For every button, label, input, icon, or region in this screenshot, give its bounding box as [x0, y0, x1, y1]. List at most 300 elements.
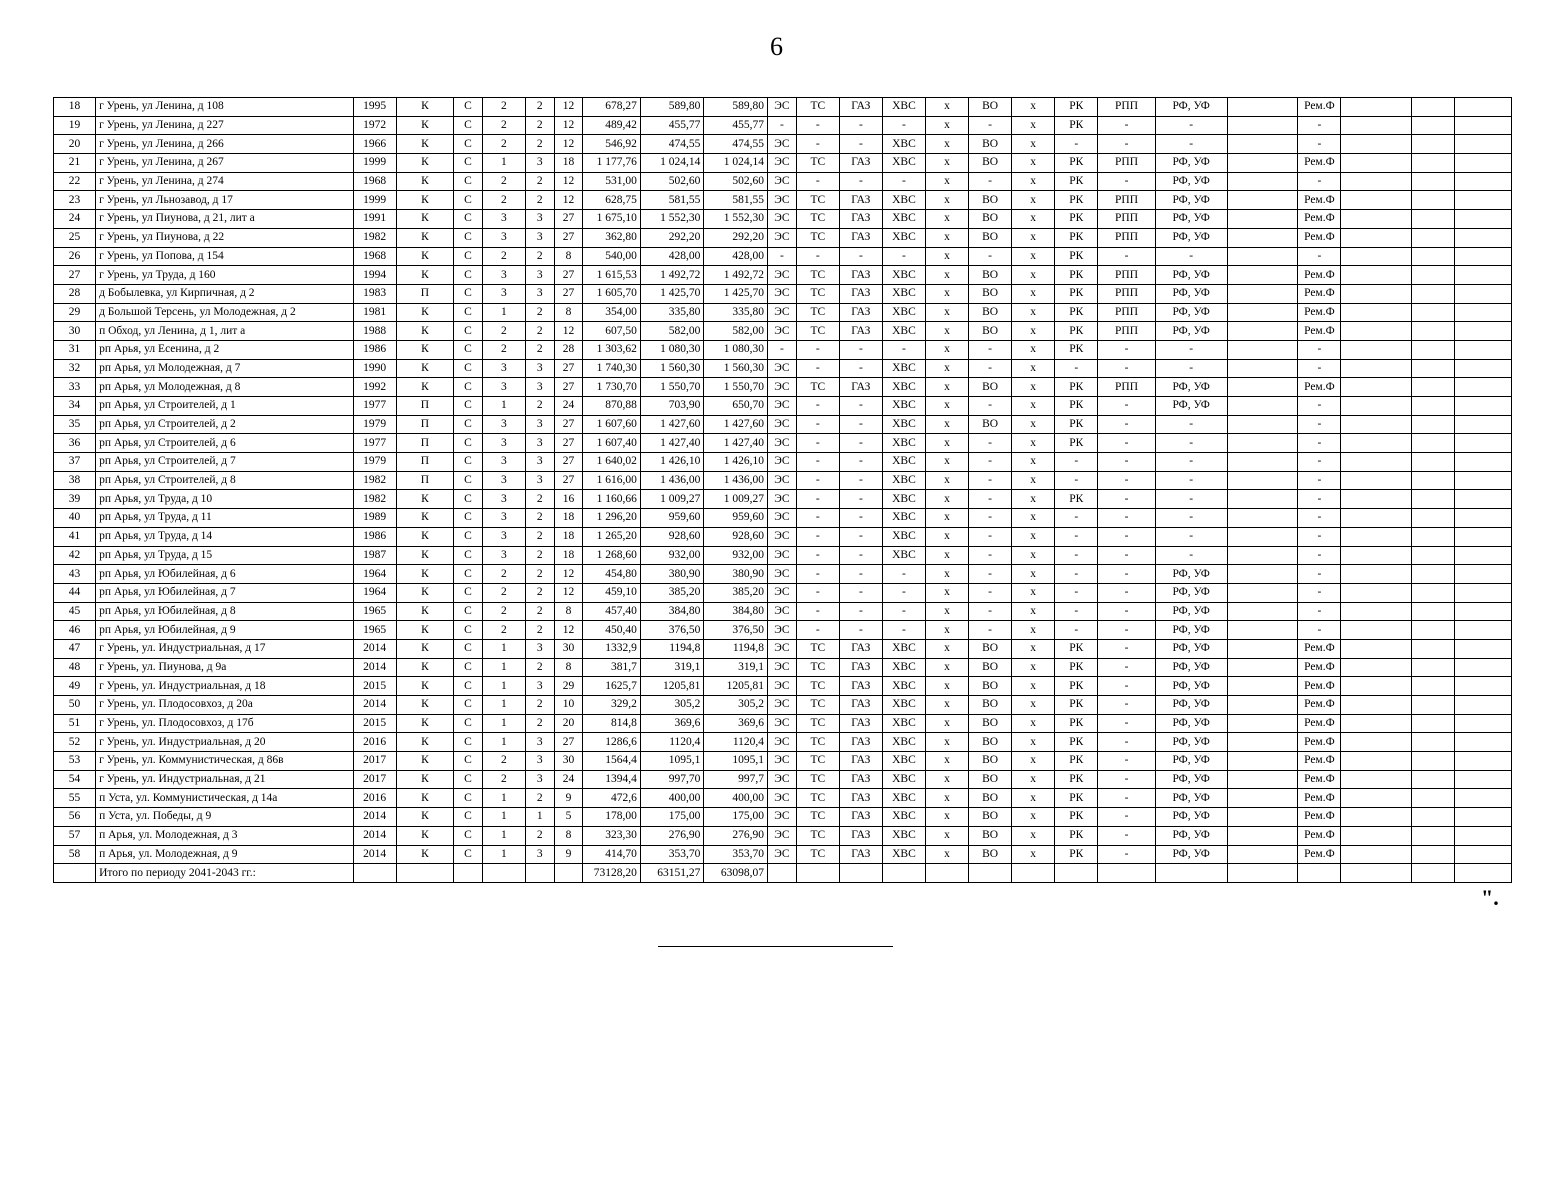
address: п Арья, ул. Молодежная, д 9 — [96, 845, 354, 864]
hot-water: х — [925, 527, 968, 546]
drainage: ВО — [969, 639, 1012, 658]
hot-water: х — [925, 752, 968, 771]
cell-extra — [1412, 359, 1455, 378]
facade-repair: - — [1155, 434, 1227, 453]
table-row — [54, 303, 1512, 322]
residential-area: 502,60 — [704, 172, 768, 191]
ventilation: х — [1012, 98, 1055, 117]
wall-material: К — [396, 340, 453, 359]
repair-fund: - — [1298, 172, 1341, 191]
cold-water: ХВС — [882, 789, 925, 808]
cold-water: ХВС — [882, 714, 925, 733]
cell-extra — [1412, 808, 1455, 827]
total-cell — [482, 864, 525, 883]
hot-water: х — [925, 266, 968, 285]
row-number: 31 — [54, 340, 96, 359]
table-row — [54, 789, 1512, 808]
drainage: ВО — [969, 98, 1012, 117]
heating: ТС — [796, 808, 839, 827]
electricity: - — [768, 247, 797, 266]
cold-water: - — [882, 602, 925, 621]
floors: 3 — [525, 359, 554, 378]
living-area: 1095,1 — [640, 752, 704, 771]
total-cell — [969, 864, 1012, 883]
year-built: 2016 — [353, 733, 396, 752]
total-area: 454,80 — [583, 565, 640, 584]
floors: 2 — [525, 527, 554, 546]
gas: ГАЗ — [839, 658, 882, 677]
total-cell — [1341, 864, 1412, 883]
cell-extra — [1227, 322, 1298, 341]
drainage: ВО — [969, 266, 1012, 285]
basement-repair: - — [1098, 397, 1155, 416]
roof-repair: - — [1055, 471, 1098, 490]
cell-extra — [1455, 172, 1512, 191]
cold-water: ХВС — [882, 284, 925, 303]
table-row — [54, 247, 1512, 266]
total-cell — [925, 864, 968, 883]
cell-extra — [1227, 789, 1298, 808]
cell-extra — [1227, 826, 1298, 845]
cell-type: С — [454, 621, 483, 640]
table-row — [54, 415, 1512, 434]
total-area: 1 675,10 — [583, 210, 640, 229]
table-row — [54, 359, 1512, 378]
heating: - — [796, 621, 839, 640]
cell-extra — [1227, 228, 1298, 247]
table-row — [54, 490, 1512, 509]
address: г Урень, ул Труда, д 160 — [96, 266, 354, 285]
ventilation: х — [1012, 826, 1055, 845]
hot-water: х — [925, 789, 968, 808]
floors-cell: 2 — [482, 621, 525, 640]
heating: - — [796, 359, 839, 378]
ventilation: х — [1012, 303, 1055, 322]
gas: - — [839, 602, 882, 621]
apartments: 28 — [554, 340, 583, 359]
cell-extra — [1455, 770, 1512, 789]
cell-extra — [1341, 770, 1412, 789]
hot-water: х — [925, 658, 968, 677]
drainage: ВО — [969, 154, 1012, 173]
cell-extra — [1455, 284, 1512, 303]
electricity: ЭС — [768, 490, 797, 509]
floors-cell: 1 — [482, 714, 525, 733]
table-row — [54, 752, 1512, 771]
table-row — [54, 546, 1512, 565]
hot-water: х — [925, 677, 968, 696]
row-number: 24 — [54, 210, 96, 229]
cell-extra — [1341, 583, 1412, 602]
table-row — [54, 378, 1512, 397]
heating: - — [796, 434, 839, 453]
address: г Урень, ул. Коммунистическая, д 86в — [96, 752, 354, 771]
total-area: 1564,4 — [583, 752, 640, 771]
cell-type: С — [454, 247, 483, 266]
cell-type: С — [454, 116, 483, 135]
apartments: 18 — [554, 546, 583, 565]
residential-area: 1 550,70 — [704, 378, 768, 397]
gas: - — [839, 583, 882, 602]
apartments: 20 — [554, 714, 583, 733]
cell-extra — [1341, 135, 1412, 154]
facade-repair: РФ, УФ — [1155, 621, 1227, 640]
cold-water: ХВС — [882, 135, 925, 154]
total-area: 607,50 — [583, 322, 640, 341]
cell-extra — [1227, 621, 1298, 640]
hot-water: х — [925, 98, 968, 117]
wall-material: К — [396, 322, 453, 341]
ventilation: х — [1012, 135, 1055, 154]
heating: - — [796, 247, 839, 266]
row-number: 22 — [54, 172, 96, 191]
apartments: 5 — [554, 808, 583, 827]
electricity: - — [768, 340, 797, 359]
facade-repair: РФ, УФ — [1155, 696, 1227, 715]
electricity: ЭС — [768, 733, 797, 752]
total-area: 1 607,40 — [583, 434, 640, 453]
ventilation: х — [1012, 284, 1055, 303]
row-number: 32 — [54, 359, 96, 378]
cell-extra — [1455, 415, 1512, 434]
basement-repair: - — [1098, 658, 1155, 677]
address: рп Арья, ул Строителей, д 2 — [96, 415, 354, 434]
row-number: 38 — [54, 471, 96, 490]
address: г Урень, ул Пиунова, д 21, лит а — [96, 210, 354, 229]
hot-water: х — [925, 714, 968, 733]
electricity: ЭС — [768, 808, 797, 827]
year-built: 1968 — [353, 247, 396, 266]
cell-extra — [1412, 639, 1455, 658]
heating: - — [796, 527, 839, 546]
cell-extra — [1341, 845, 1412, 864]
floors: 2 — [525, 583, 554, 602]
electricity: ЭС — [768, 621, 797, 640]
repair-fund: Рем.Ф — [1298, 808, 1341, 827]
wall-material: П — [396, 284, 453, 303]
hot-water: х — [925, 621, 968, 640]
total-area: 814,8 — [583, 714, 640, 733]
table-row — [54, 228, 1512, 247]
apartments: 30 — [554, 639, 583, 658]
roof-repair: РК — [1055, 434, 1098, 453]
floors: 3 — [525, 415, 554, 434]
residential-area: 1095,1 — [704, 752, 768, 771]
cold-water: ХВС — [882, 733, 925, 752]
heating: - — [796, 602, 839, 621]
floors: 2 — [525, 621, 554, 640]
wall-material: К — [396, 639, 453, 658]
facade-repair: РФ, УФ — [1155, 98, 1227, 117]
cell-extra — [1412, 266, 1455, 285]
residential-area: 1 009,27 — [704, 490, 768, 509]
year-built: 1981 — [353, 303, 396, 322]
basement-repair: - — [1098, 583, 1155, 602]
table-row — [54, 172, 1512, 191]
row-number: 47 — [54, 639, 96, 658]
cold-water: ХВС — [882, 845, 925, 864]
table-row — [54, 677, 1512, 696]
total-area: 457,40 — [583, 602, 640, 621]
residential-area: 1 560,30 — [704, 359, 768, 378]
facade-repair: РФ, УФ — [1155, 583, 1227, 602]
repair-fund: Рем.Ф — [1298, 752, 1341, 771]
cell-extra — [1455, 434, 1512, 453]
floors: 3 — [525, 154, 554, 173]
basement-repair: РПП — [1098, 266, 1155, 285]
basement-repair: - — [1098, 172, 1155, 191]
cell-extra — [1341, 602, 1412, 621]
floors: 2 — [525, 696, 554, 715]
facade-repair: РФ, УФ — [1155, 303, 1227, 322]
residential-area: 455,77 — [704, 116, 768, 135]
electricity: ЭС — [768, 677, 797, 696]
residential-area-sum: 63098,07 — [704, 864, 768, 883]
floors: 3 — [525, 266, 554, 285]
repair-fund: - — [1298, 116, 1341, 135]
wall-material: К — [396, 303, 453, 322]
repair-fund: - — [1298, 434, 1341, 453]
floors: 1 — [525, 808, 554, 827]
wall-material: К — [396, 583, 453, 602]
apartments: 27 — [554, 210, 583, 229]
cell-type: С — [454, 210, 483, 229]
basement-repair: РПП — [1098, 303, 1155, 322]
address: г Урень, ул. Индустриальная, д 21 — [96, 770, 354, 789]
roof-repair: - — [1055, 621, 1098, 640]
floors-cell: 2 — [482, 247, 525, 266]
drainage: ВО — [969, 378, 1012, 397]
drainage: ВО — [969, 714, 1012, 733]
floors: 3 — [525, 434, 554, 453]
roof-repair: РК — [1055, 808, 1098, 827]
hot-water: х — [925, 639, 968, 658]
facade-repair: - — [1155, 116, 1227, 135]
cell-extra — [1341, 284, 1412, 303]
cell-extra — [1412, 434, 1455, 453]
roof-repair: РК — [1055, 490, 1098, 509]
cell-extra — [1412, 733, 1455, 752]
floors-cell: 3 — [482, 378, 525, 397]
floors-cell: 2 — [482, 98, 525, 117]
apartments: 24 — [554, 397, 583, 416]
heating: ТС — [796, 714, 839, 733]
living-area: 292,20 — [640, 228, 704, 247]
cell-type: С — [454, 527, 483, 546]
hot-water: х — [925, 135, 968, 154]
apartments: 27 — [554, 471, 583, 490]
roof-repair: РК — [1055, 733, 1098, 752]
cell-extra — [1455, 191, 1512, 210]
total-area: 1394,4 — [583, 770, 640, 789]
floors: 2 — [525, 340, 554, 359]
cell-extra — [1455, 677, 1512, 696]
facade-repair: РФ, УФ — [1155, 639, 1227, 658]
basement-repair: - — [1098, 621, 1155, 640]
cell-extra — [1412, 284, 1455, 303]
roof-repair: РК — [1055, 303, 1098, 322]
apartments: 18 — [554, 154, 583, 173]
floors: 2 — [525, 98, 554, 117]
gas: - — [839, 397, 882, 416]
facade-repair: - — [1155, 415, 1227, 434]
ventilation: х — [1012, 677, 1055, 696]
hot-water: х — [925, 770, 968, 789]
living-area: 376,50 — [640, 621, 704, 640]
row-number: 58 — [54, 845, 96, 864]
facade-repair: - — [1155, 546, 1227, 565]
gas: ГАЗ — [839, 154, 882, 173]
heating: - — [796, 135, 839, 154]
cell-extra — [1227, 752, 1298, 771]
roof-repair: РК — [1055, 677, 1098, 696]
hot-water: х — [925, 845, 968, 864]
floors-cell: 2 — [482, 322, 525, 341]
drainage: - — [969, 565, 1012, 584]
apartments: 27 — [554, 359, 583, 378]
hot-water: х — [925, 397, 968, 416]
wall-material: К — [396, 826, 453, 845]
drainage: - — [969, 602, 1012, 621]
apartments: 27 — [554, 378, 583, 397]
floors-cell: 3 — [482, 359, 525, 378]
cell-extra — [1412, 378, 1455, 397]
table-row — [54, 210, 1512, 229]
floors: 3 — [525, 770, 554, 789]
cell-type: С — [454, 602, 483, 621]
year-built: 1979 — [353, 415, 396, 434]
facade-repair: РФ, УФ — [1155, 191, 1227, 210]
repair-fund: - — [1298, 621, 1341, 640]
living-area-sum: 63151,27 — [640, 864, 704, 883]
cell-extra — [1412, 247, 1455, 266]
drainage: ВО — [969, 770, 1012, 789]
living-area: 369,6 — [640, 714, 704, 733]
gas: ГАЗ — [839, 191, 882, 210]
floors: 2 — [525, 565, 554, 584]
apartments: 8 — [554, 247, 583, 266]
repair-fund: Рем.Ф — [1298, 639, 1341, 658]
year-built: 1989 — [353, 509, 396, 528]
floors-cell: 2 — [482, 565, 525, 584]
gas: - — [839, 471, 882, 490]
cell-extra — [1412, 583, 1455, 602]
cell-extra — [1455, 639, 1512, 658]
wall-material: К — [396, 714, 453, 733]
cold-water: ХВС — [882, 490, 925, 509]
residential-area: 175,00 — [704, 808, 768, 827]
roof-repair: РК — [1055, 696, 1098, 715]
hot-water: х — [925, 453, 968, 472]
year-built: 1982 — [353, 228, 396, 247]
wall-material: К — [396, 228, 453, 247]
total-cell — [839, 864, 882, 883]
hot-water: х — [925, 583, 968, 602]
heating: ТС — [796, 733, 839, 752]
cell-extra — [1227, 808, 1298, 827]
cell-extra — [1455, 378, 1512, 397]
apartments: 8 — [554, 658, 583, 677]
apartments: 27 — [554, 453, 583, 472]
total-area: 472,6 — [583, 789, 640, 808]
gas: - — [839, 135, 882, 154]
ventilation: х — [1012, 210, 1055, 229]
apartments: 27 — [554, 266, 583, 285]
living-area: 474,55 — [640, 135, 704, 154]
cell-extra — [1455, 527, 1512, 546]
repair-fund: Рем.Ф — [1298, 191, 1341, 210]
roof-repair: РК — [1055, 228, 1098, 247]
living-area: 1 427,40 — [640, 434, 704, 453]
address: п Уста, ул. Победы, д 9 — [96, 808, 354, 827]
living-area: 384,80 — [640, 602, 704, 621]
facade-repair: РФ, УФ — [1155, 733, 1227, 752]
table-row — [54, 154, 1512, 173]
drainage: - — [969, 340, 1012, 359]
floors-cell: 1 — [482, 639, 525, 658]
cell-extra — [1412, 471, 1455, 490]
address: г Урень, ул Ленина, д 266 — [96, 135, 354, 154]
cell-extra — [1412, 509, 1455, 528]
apartments: 24 — [554, 770, 583, 789]
table-row — [54, 340, 1512, 359]
drainage: - — [969, 172, 1012, 191]
gas: ГАЗ — [839, 303, 882, 322]
address: рп Арья, ул Молодежная, д 7 — [96, 359, 354, 378]
cell-type: С — [454, 752, 483, 771]
ventilation: х — [1012, 639, 1055, 658]
electricity: - — [768, 116, 797, 135]
cell-extra — [1341, 378, 1412, 397]
repair-fund: Рем.Ф — [1298, 266, 1341, 285]
living-area: 1 080,30 — [640, 340, 704, 359]
heating: ТС — [796, 210, 839, 229]
gas: - — [839, 527, 882, 546]
wall-material: П — [396, 434, 453, 453]
total-area: 1 177,76 — [583, 154, 640, 173]
ventilation: х — [1012, 808, 1055, 827]
electricity: ЭС — [768, 210, 797, 229]
cell-extra — [1341, 789, 1412, 808]
cold-water: - — [882, 621, 925, 640]
basement-repair: - — [1098, 490, 1155, 509]
cell-extra — [1412, 770, 1455, 789]
facade-repair: РФ, УФ — [1155, 677, 1227, 696]
ventilation: х — [1012, 453, 1055, 472]
cold-water: ХВС — [882, 397, 925, 416]
ventilation: х — [1012, 434, 1055, 453]
residential-area: 474,55 — [704, 135, 768, 154]
cell-extra — [1412, 789, 1455, 808]
hot-water: х — [925, 154, 968, 173]
total-cell — [1098, 864, 1155, 883]
hot-water: х — [925, 284, 968, 303]
basement-repair: РПП — [1098, 154, 1155, 173]
facade-repair: - — [1155, 135, 1227, 154]
apartments: 12 — [554, 565, 583, 584]
ventilation: х — [1012, 845, 1055, 864]
apartments: 12 — [554, 172, 583, 191]
basement-repair: - — [1098, 733, 1155, 752]
total-area: 628,75 — [583, 191, 640, 210]
cold-water: ХВС — [882, 546, 925, 565]
heating: - — [796, 565, 839, 584]
row-number: 20 — [54, 135, 96, 154]
cell-extra — [1227, 696, 1298, 715]
drainage: - — [969, 453, 1012, 472]
row-number: 35 — [54, 415, 96, 434]
hot-water: х — [925, 696, 968, 715]
